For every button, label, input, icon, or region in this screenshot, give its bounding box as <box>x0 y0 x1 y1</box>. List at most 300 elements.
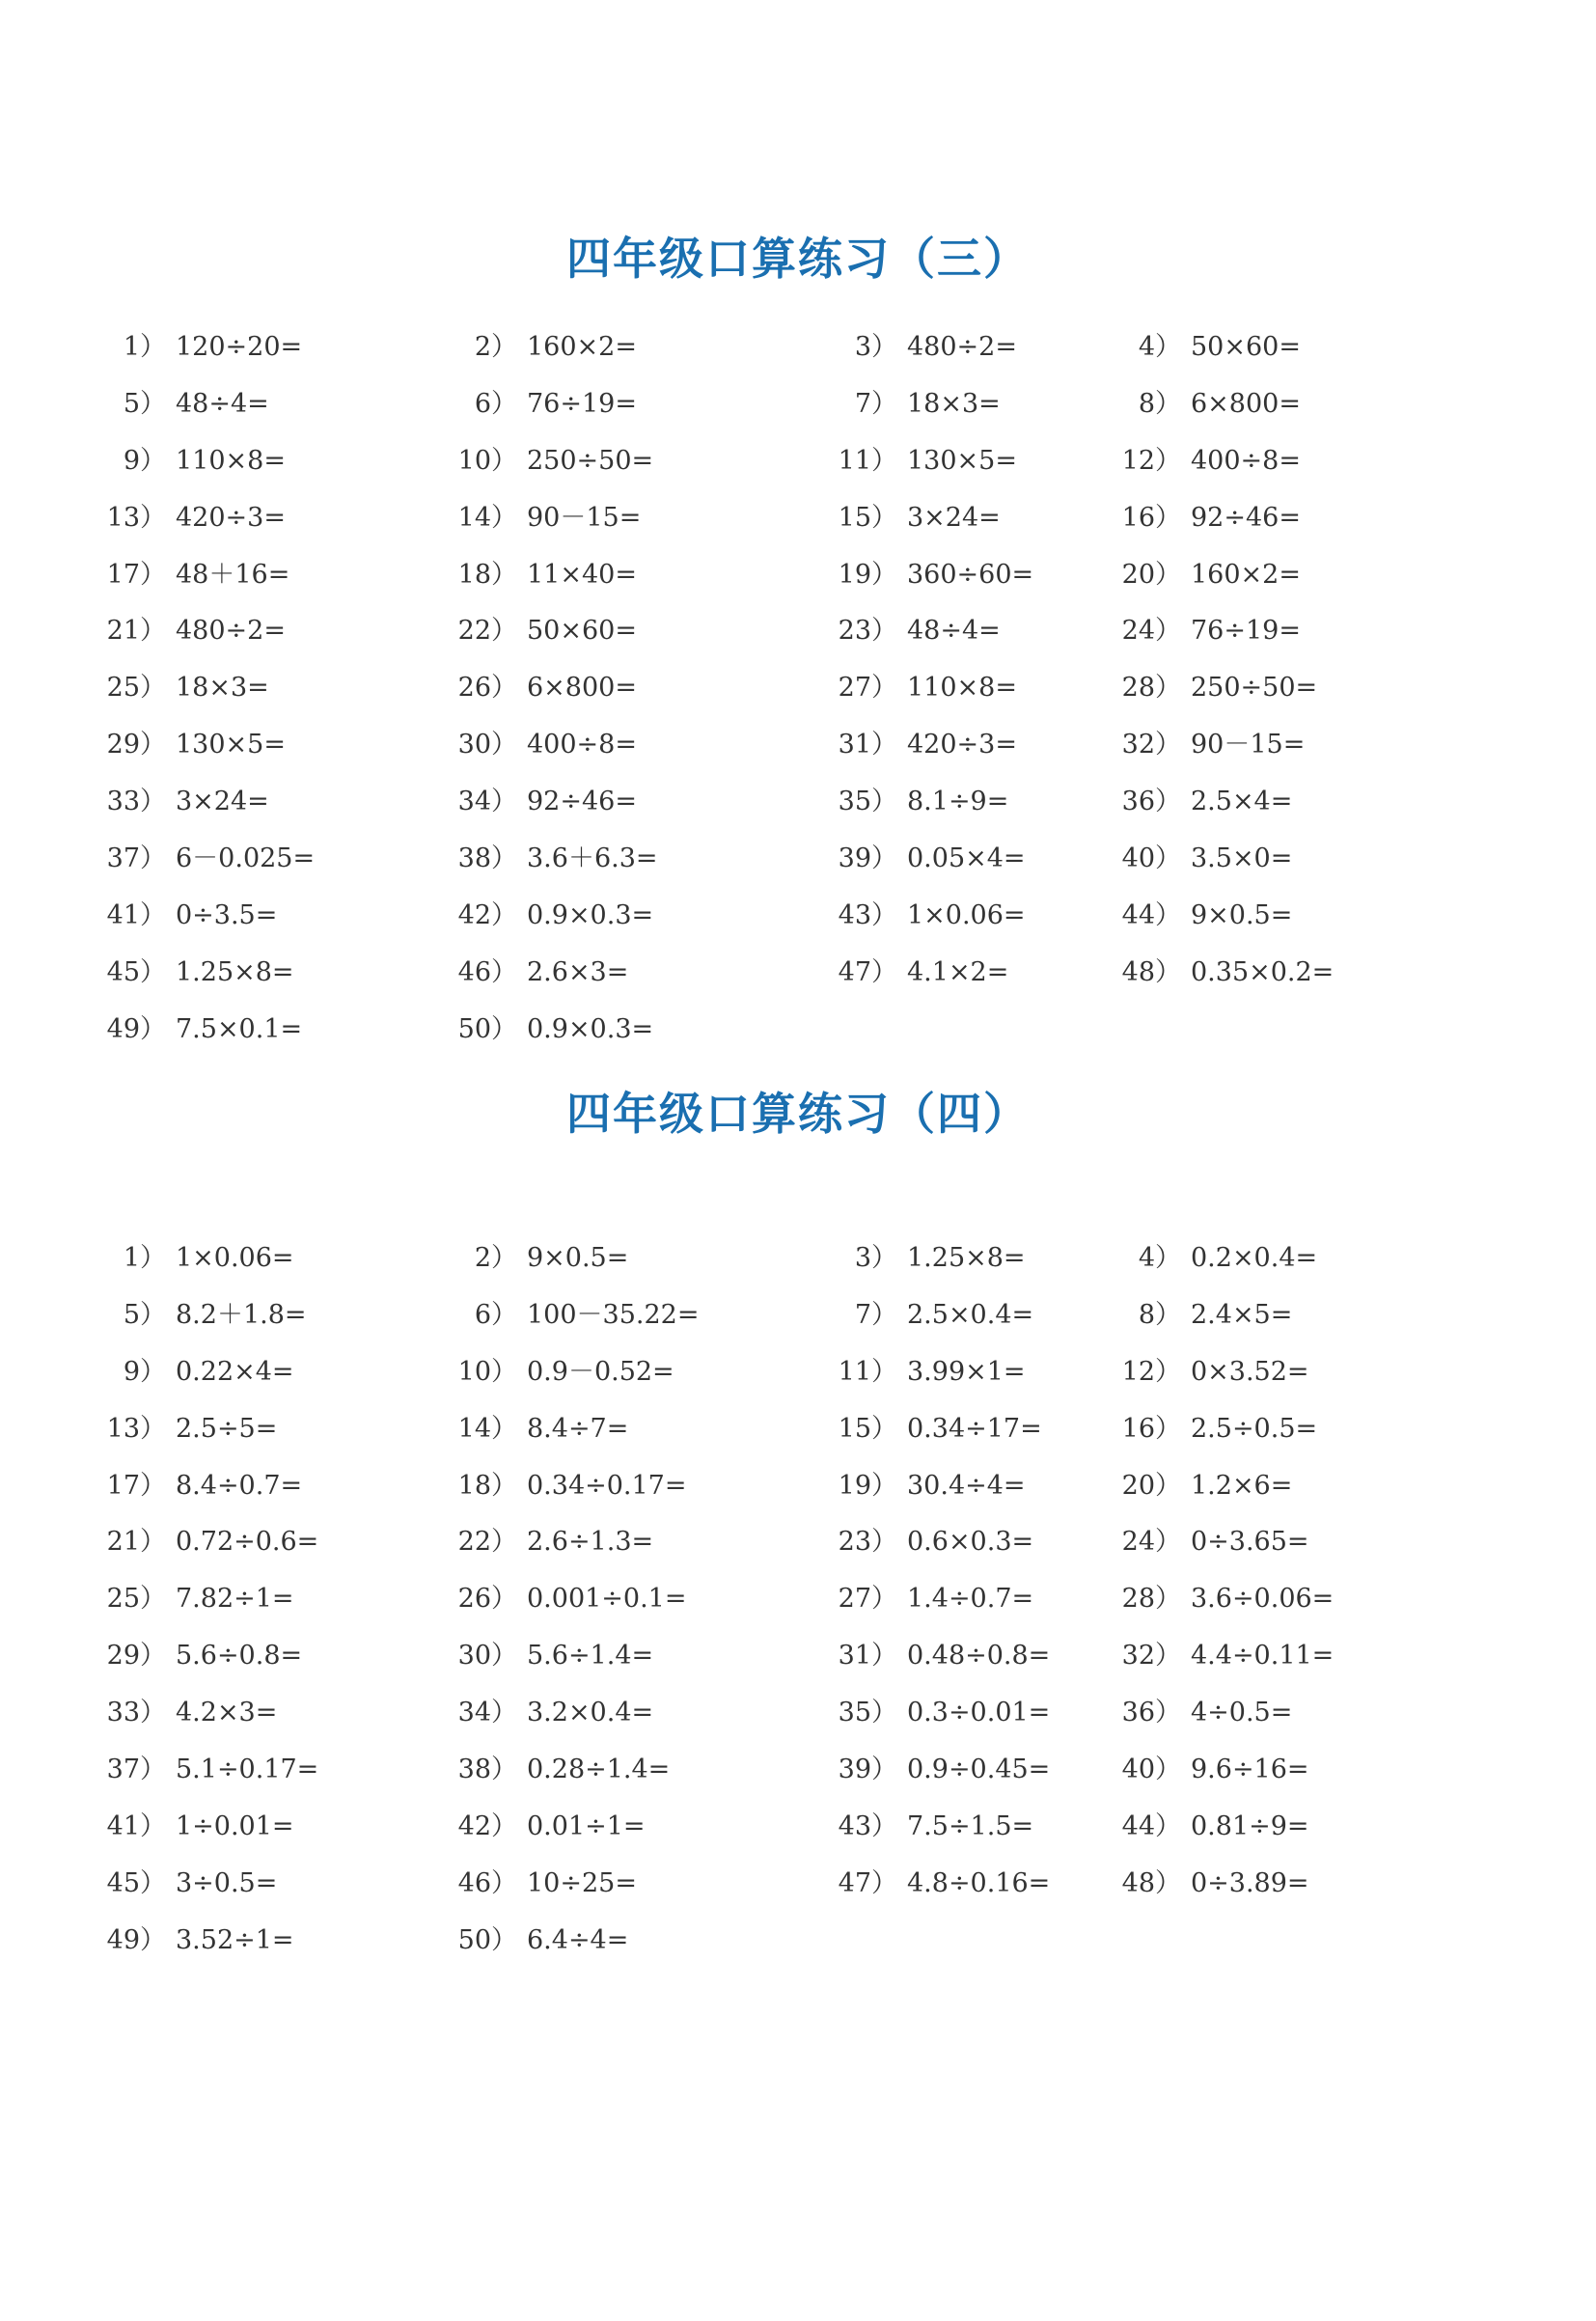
problem-expression: 76÷19= <box>527 388 637 419</box>
problem-expression: 1÷0.01= <box>176 1810 294 1841</box>
problem-expression: 160×2= <box>1191 559 1301 590</box>
problem-row <box>0 669 1596 726</box>
problem-number: 30） <box>457 1641 517 1672</box>
problem-row <box>0 1353 1596 1410</box>
problem-number: 31） <box>838 1641 897 1672</box>
problem-number: 12） <box>1121 1356 1181 1387</box>
problem-expression: 0.2×0.4= <box>1191 1243 1318 1273</box>
problem-number: 11） <box>838 1356 897 1387</box>
problem-number: 46） <box>457 956 517 987</box>
problem-row <box>0 556 1596 613</box>
problem-expression: 90－15= <box>1191 730 1306 760</box>
problem-item <box>457 1865 637 1903</box>
problem-number: 3） <box>854 332 897 362</box>
problem-expression: 3.52÷1= <box>176 1924 294 1955</box>
problem-expression: 160×2= <box>527 332 637 362</box>
problem-item <box>106 556 289 594</box>
problem-number: 4） <box>1138 1243 1181 1273</box>
problem-expression: 3.5×0= <box>1191 843 1293 874</box>
problem-number: 24） <box>1121 616 1181 647</box>
problem-expression: 2.5×4= <box>1191 787 1293 817</box>
problem-number: 42） <box>457 899 517 930</box>
problem-number: 43） <box>838 1810 897 1841</box>
problem-number: 34） <box>457 1698 517 1728</box>
problem-number: 27） <box>838 1584 897 1615</box>
problem-expression: 0.72÷0.6= <box>176 1527 319 1558</box>
problem-item <box>1121 1637 1334 1675</box>
problem-item <box>106 840 315 878</box>
problem-expression: 0.22×4= <box>176 1356 294 1387</box>
problem-item <box>457 442 653 481</box>
problem-number: 41） <box>106 1810 166 1841</box>
problem-row <box>0 897 1596 953</box>
problem-item <box>838 840 1026 878</box>
problem-item <box>457 726 637 764</box>
problem-number: 48） <box>1121 1867 1181 1898</box>
problem-item <box>106 1467 302 1506</box>
problem-expression: 0÷3.89= <box>1191 1867 1309 1898</box>
problem-item <box>838 1523 1033 1561</box>
problem-expression: 130×5= <box>176 730 286 760</box>
problem-number: 39） <box>838 1755 897 1785</box>
problem-expression: 0.05×4= <box>907 843 1026 874</box>
problem-row <box>0 953 1596 1010</box>
problem-expression: 110×8= <box>176 445 286 476</box>
problem-number: 42） <box>457 1810 517 1841</box>
problem-item <box>838 1353 1026 1392</box>
problem-number: 13） <box>106 502 166 533</box>
problem-number: 6） <box>474 388 517 419</box>
problem-item <box>1121 328 1301 367</box>
problem-item <box>457 328 637 367</box>
problem-number: 44） <box>1121 899 1181 930</box>
problem-number: 17） <box>106 559 166 590</box>
problem-number: 47） <box>838 956 897 987</box>
section-title-4: 四年级口算练习（四） <box>566 1088 1030 1140</box>
problem-item <box>457 1467 686 1506</box>
problem-number: 46） <box>457 1867 517 1898</box>
problem-row <box>0 1921 1596 1978</box>
problem-item <box>1121 499 1301 538</box>
problem-item <box>106 669 269 707</box>
problem-item <box>457 1523 653 1561</box>
problem-number: 13） <box>106 1413 166 1444</box>
problem-expression: 400÷8= <box>527 730 637 760</box>
problem-expression: 4.8÷0.16= <box>907 1867 1051 1898</box>
problem-number: 29） <box>106 730 166 760</box>
problem-grid-3 <box>0 328 1596 1067</box>
problem-item <box>106 1808 294 1846</box>
problem-expression: 0.01÷1= <box>527 1810 646 1841</box>
problem-item <box>838 1751 1050 1789</box>
problem-expression: 0.9÷0.45= <box>907 1755 1051 1785</box>
problem-row <box>0 1010 1596 1067</box>
problem-expression: 250÷50= <box>1191 673 1318 704</box>
problem-item <box>1121 1353 1309 1392</box>
problem-number: 1） <box>123 332 166 362</box>
problem-expression: 2.5×0.4= <box>907 1299 1034 1330</box>
problem-expression: 50×60= <box>527 616 637 647</box>
problem-expression: 8.2＋1.8= <box>176 1299 307 1330</box>
problem-expression: 2.6÷1.3= <box>527 1527 654 1558</box>
problem-item <box>838 556 1033 594</box>
problem-item <box>838 897 1026 935</box>
problem-row <box>0 783 1596 840</box>
problem-item <box>457 783 637 821</box>
problem-item <box>1121 783 1292 821</box>
problem-number: 35） <box>838 787 897 817</box>
problem-row <box>0 1467 1596 1524</box>
problem-item <box>1121 1808 1309 1846</box>
problem-number: 20） <box>1121 559 1181 590</box>
problem-number: 14） <box>457 502 517 533</box>
problem-expression: 3×24= <box>176 787 269 817</box>
problem-number: 48） <box>1121 956 1181 987</box>
problem-expression: 18×3= <box>176 673 269 704</box>
problem-expression: 3.2×0.4= <box>527 1698 654 1728</box>
problem-expression: 130×5= <box>907 445 1017 476</box>
problem-number: 23） <box>838 1527 897 1558</box>
problem-expression: 3.99×1= <box>907 1356 1026 1387</box>
problem-number: 26） <box>457 1584 517 1615</box>
problem-expression: 76÷19= <box>1191 616 1301 647</box>
problem-number: 8） <box>1138 388 1181 419</box>
problem-expression: 4.1×2= <box>907 956 1009 987</box>
problem-expression: 48＋16= <box>176 559 290 590</box>
problem-item <box>457 612 637 650</box>
problem-row <box>0 1523 1596 1580</box>
problem-number: 28） <box>1121 673 1181 704</box>
problem-expression: 4÷0.5= <box>1191 1698 1293 1728</box>
problem-number: 10） <box>457 1356 517 1387</box>
problem-number: 32） <box>1121 1641 1181 1672</box>
problem-number: 47） <box>838 1867 897 1898</box>
problem-expression: 400÷8= <box>1191 445 1301 476</box>
problem-number: 7） <box>854 388 897 419</box>
problem-number: 49） <box>106 1013 166 1044</box>
problem-number: 49） <box>106 1924 166 1955</box>
problem-expression: 0.34÷17= <box>907 1413 1042 1444</box>
problem-expression: 6.4÷4= <box>527 1924 629 1955</box>
problem-number: 18） <box>457 559 517 590</box>
problem-item <box>457 1921 628 1960</box>
problem-expression: 6×800= <box>527 673 637 704</box>
problem-item <box>1121 1467 1292 1506</box>
problem-item <box>106 1010 302 1049</box>
problem-expression: 1.25×8= <box>907 1243 1026 1273</box>
problem-expression: 3×24= <box>907 502 1001 533</box>
problem-number: 19） <box>838 559 897 590</box>
problem-expression: 48÷4= <box>176 388 269 419</box>
problem-expression: 420÷3= <box>907 730 1017 760</box>
problem-item <box>838 1296 1033 1335</box>
problem-number: 40） <box>1121 843 1181 874</box>
problem-expression: 0.3÷0.01= <box>907 1698 1051 1728</box>
problem-item <box>1121 897 1292 935</box>
problem-expression: 120÷20= <box>176 332 303 362</box>
problem-item <box>457 1010 653 1049</box>
problem-row <box>0 385 1596 442</box>
problem-number: 9） <box>123 1356 166 1387</box>
problem-expression: 11×40= <box>527 559 637 590</box>
problem-expression: 0.001÷0.1= <box>527 1584 687 1615</box>
problem-row <box>0 328 1596 385</box>
problem-item <box>838 499 1001 538</box>
problem-item <box>838 1694 1050 1732</box>
problem-expression: 1×0.06= <box>907 899 1026 930</box>
problem-number: 9） <box>123 445 166 476</box>
problem-expression: 0.48÷0.8= <box>907 1641 1051 1672</box>
problem-expression: 50×60= <box>1191 332 1301 362</box>
problem-number: 40） <box>1121 1755 1181 1785</box>
problem-item <box>457 1296 699 1335</box>
problem-expression: 360÷60= <box>907 559 1034 590</box>
problem-item <box>838 1410 1042 1449</box>
problem-item <box>1121 953 1334 992</box>
problem-expression: 100－35.22= <box>527 1299 700 1330</box>
problem-number: 37） <box>106 1755 166 1785</box>
problem-item <box>106 1921 294 1960</box>
problem-number: 39） <box>838 843 897 874</box>
problem-item <box>1121 1410 1317 1449</box>
problem-expression: 3.6÷0.06= <box>1191 1584 1335 1615</box>
problem-number: 6） <box>474 1299 517 1330</box>
problem-number: 12） <box>1121 445 1181 476</box>
problem-expression: 30.4÷4= <box>907 1470 1026 1501</box>
problem-item <box>106 1751 318 1789</box>
problem-item <box>1121 726 1305 764</box>
problem-item <box>457 1694 653 1732</box>
problem-number: 35） <box>838 1698 897 1728</box>
problem-row <box>0 442 1596 499</box>
problem-item <box>106 385 269 424</box>
problem-expression: 10÷25= <box>527 1867 637 1898</box>
problem-item <box>457 1580 686 1618</box>
problem-expression: 2.4×5= <box>1191 1299 1293 1330</box>
problem-item <box>1121 1239 1317 1278</box>
problem-item <box>838 1239 1026 1278</box>
problem-number: 15） <box>838 1413 897 1444</box>
problem-item <box>106 897 277 935</box>
problem-row <box>0 1296 1596 1353</box>
problem-expression: 0.28÷1.4= <box>527 1755 671 1785</box>
problem-item <box>838 442 1017 481</box>
problem-number: 45） <box>106 956 166 987</box>
problem-item <box>106 1410 277 1449</box>
problem-row <box>0 1694 1596 1751</box>
problem-number: 38） <box>457 1755 517 1785</box>
problem-expression: 9.6÷16= <box>1191 1755 1309 1785</box>
problem-expression: 8.4÷0.7= <box>176 1470 303 1501</box>
problem-expression: 0.34÷0.17= <box>527 1470 687 1501</box>
problem-item <box>457 897 653 935</box>
problem-item <box>1121 669 1317 707</box>
problem-item <box>1121 1523 1309 1561</box>
problem-row <box>0 1580 1596 1637</box>
problem-item <box>1121 442 1301 481</box>
problem-number: 14） <box>457 1413 517 1444</box>
problem-number: 2） <box>474 332 517 362</box>
problem-number: 22） <box>457 616 517 647</box>
problem-expression: 6－0.025= <box>176 843 316 874</box>
problem-item <box>457 1637 653 1675</box>
problem-item <box>838 1467 1026 1506</box>
problem-expression: 7.82÷1= <box>176 1584 294 1615</box>
problem-item <box>106 1239 294 1278</box>
problem-number: 34） <box>457 787 517 817</box>
problem-expression: 1.2×6= <box>1191 1470 1293 1501</box>
problem-item <box>838 726 1017 764</box>
problem-expression: 1×0.06= <box>176 1243 294 1273</box>
problem-expression: 0÷3.65= <box>1191 1527 1309 1558</box>
problem-expression: 480÷2= <box>176 616 286 647</box>
problem-number: 5） <box>123 388 166 419</box>
problem-row <box>0 726 1596 783</box>
problem-item <box>457 1808 646 1846</box>
problem-number: 7） <box>854 1299 897 1330</box>
problem-number: 33） <box>106 787 166 817</box>
problem-number: 5） <box>123 1299 166 1330</box>
problem-expression: 8.1÷9= <box>907 787 1009 817</box>
problem-expression: 92÷46= <box>527 787 637 817</box>
problem-item <box>106 1694 277 1732</box>
problem-expression: 2.6×3= <box>527 956 629 987</box>
problem-expression: 2.5÷5= <box>176 1413 278 1444</box>
problem-number: 45） <box>106 1867 166 1898</box>
problem-item <box>1121 1580 1334 1618</box>
problem-expression: 6×800= <box>1191 388 1301 419</box>
problem-number: 41） <box>106 899 166 930</box>
problem-number: 26） <box>457 673 517 704</box>
problem-number: 16） <box>1121 1413 1181 1444</box>
problem-item <box>838 1637 1050 1675</box>
problem-item <box>838 385 1001 424</box>
problem-expression: 7.5×0.1= <box>176 1013 303 1044</box>
problem-item <box>1121 556 1301 594</box>
problem-number: 3） <box>854 1243 897 1273</box>
section-title-3: 四年级口算练习（三） <box>566 233 1030 285</box>
problem-item <box>457 1353 674 1392</box>
problem-expression: 5.1÷0.17= <box>176 1755 319 1785</box>
problem-item <box>457 499 641 538</box>
problem-expression: 0.81÷9= <box>1191 1810 1309 1841</box>
problem-number: 28） <box>1121 1584 1181 1615</box>
problem-item <box>1121 1296 1292 1335</box>
problem-number: 38） <box>457 843 517 874</box>
problem-item <box>838 953 1008 992</box>
problem-number: 27） <box>838 673 897 704</box>
problem-item <box>457 1751 670 1789</box>
problem-expression: 9×0.5= <box>1191 899 1293 930</box>
problem-number: 21） <box>106 1527 166 1558</box>
problem-number: 2） <box>474 1243 517 1273</box>
problem-item <box>106 1580 294 1618</box>
problem-item <box>838 783 1008 821</box>
problem-item <box>838 612 1001 650</box>
problem-row <box>0 1410 1596 1467</box>
problem-expression: 3÷0.5= <box>176 1867 278 1898</box>
problem-row <box>0 499 1596 556</box>
problem-number: 36） <box>1121 787 1181 817</box>
problem-number: 22） <box>457 1527 517 1558</box>
problem-item <box>1121 1865 1309 1903</box>
problem-number: 8） <box>1138 1299 1181 1330</box>
problem-row <box>0 1865 1596 1921</box>
problem-item <box>106 612 286 650</box>
problem-expression: 8.4÷7= <box>527 1413 629 1444</box>
problem-expression: 0×3.52= <box>1191 1356 1309 1387</box>
problem-item <box>106 499 286 538</box>
problem-item <box>106 1353 294 1392</box>
problem-number: 21） <box>106 616 166 647</box>
problem-row <box>0 1637 1596 1694</box>
problem-expression: 0÷3.5= <box>176 899 278 930</box>
problem-number: 20） <box>1121 1470 1181 1501</box>
problem-row <box>0 1751 1596 1808</box>
problem-number: 25） <box>106 673 166 704</box>
problem-grid-4 <box>0 1239 1596 1978</box>
problem-number: 31） <box>838 730 897 760</box>
problem-item <box>106 1637 302 1675</box>
problem-row <box>0 1239 1596 1296</box>
problem-item <box>106 953 294 992</box>
problem-item <box>838 1580 1033 1618</box>
problem-item <box>838 328 1017 367</box>
problem-item <box>106 1296 307 1335</box>
problem-number: 19） <box>838 1470 897 1501</box>
problem-expression: 4.2×3= <box>176 1698 278 1728</box>
problem-item <box>838 669 1017 707</box>
problem-item <box>457 385 637 424</box>
problem-expression: 0.9×0.3= <box>527 899 654 930</box>
problem-item <box>1121 1694 1292 1732</box>
problem-number: 36） <box>1121 1698 1181 1728</box>
problem-expression: 0.6×0.3= <box>907 1527 1034 1558</box>
problem-row <box>0 612 1596 669</box>
problem-expression: 7.5÷1.5= <box>907 1810 1034 1841</box>
problem-item <box>1121 840 1292 878</box>
problem-expression: 110×8= <box>907 673 1017 704</box>
problem-expression: 18×3= <box>907 388 1001 419</box>
problem-number: 4） <box>1138 332 1181 362</box>
problem-expression: 480÷2= <box>907 332 1017 362</box>
problem-number: 30） <box>457 730 517 760</box>
problem-item <box>838 1808 1033 1846</box>
problem-number: 23） <box>838 616 897 647</box>
problem-expression: 1.25×8= <box>176 956 294 987</box>
problem-item <box>1121 385 1301 424</box>
problem-item <box>838 1865 1050 1903</box>
problem-row <box>0 1808 1596 1865</box>
problem-expression: 1.4÷0.7= <box>907 1584 1034 1615</box>
problem-row <box>0 840 1596 897</box>
problem-number: 44） <box>1121 1810 1181 1841</box>
problem-expression: 5.6÷0.8= <box>176 1641 303 1672</box>
problem-item <box>106 328 302 367</box>
problem-item <box>106 1865 277 1903</box>
problem-number: 15） <box>838 502 897 533</box>
problem-expression: 2.5÷0.5= <box>1191 1413 1318 1444</box>
problem-number: 37） <box>106 843 166 874</box>
problem-number: 1） <box>123 1243 166 1273</box>
problem-number: 32） <box>1121 730 1181 760</box>
problem-number: 16） <box>1121 502 1181 533</box>
problem-number: 17） <box>106 1470 166 1501</box>
problem-number: 25） <box>106 1584 166 1615</box>
problem-expression: 3.6＋6.3= <box>527 843 658 874</box>
problem-number: 43） <box>838 899 897 930</box>
problem-number: 50） <box>457 1924 517 1955</box>
